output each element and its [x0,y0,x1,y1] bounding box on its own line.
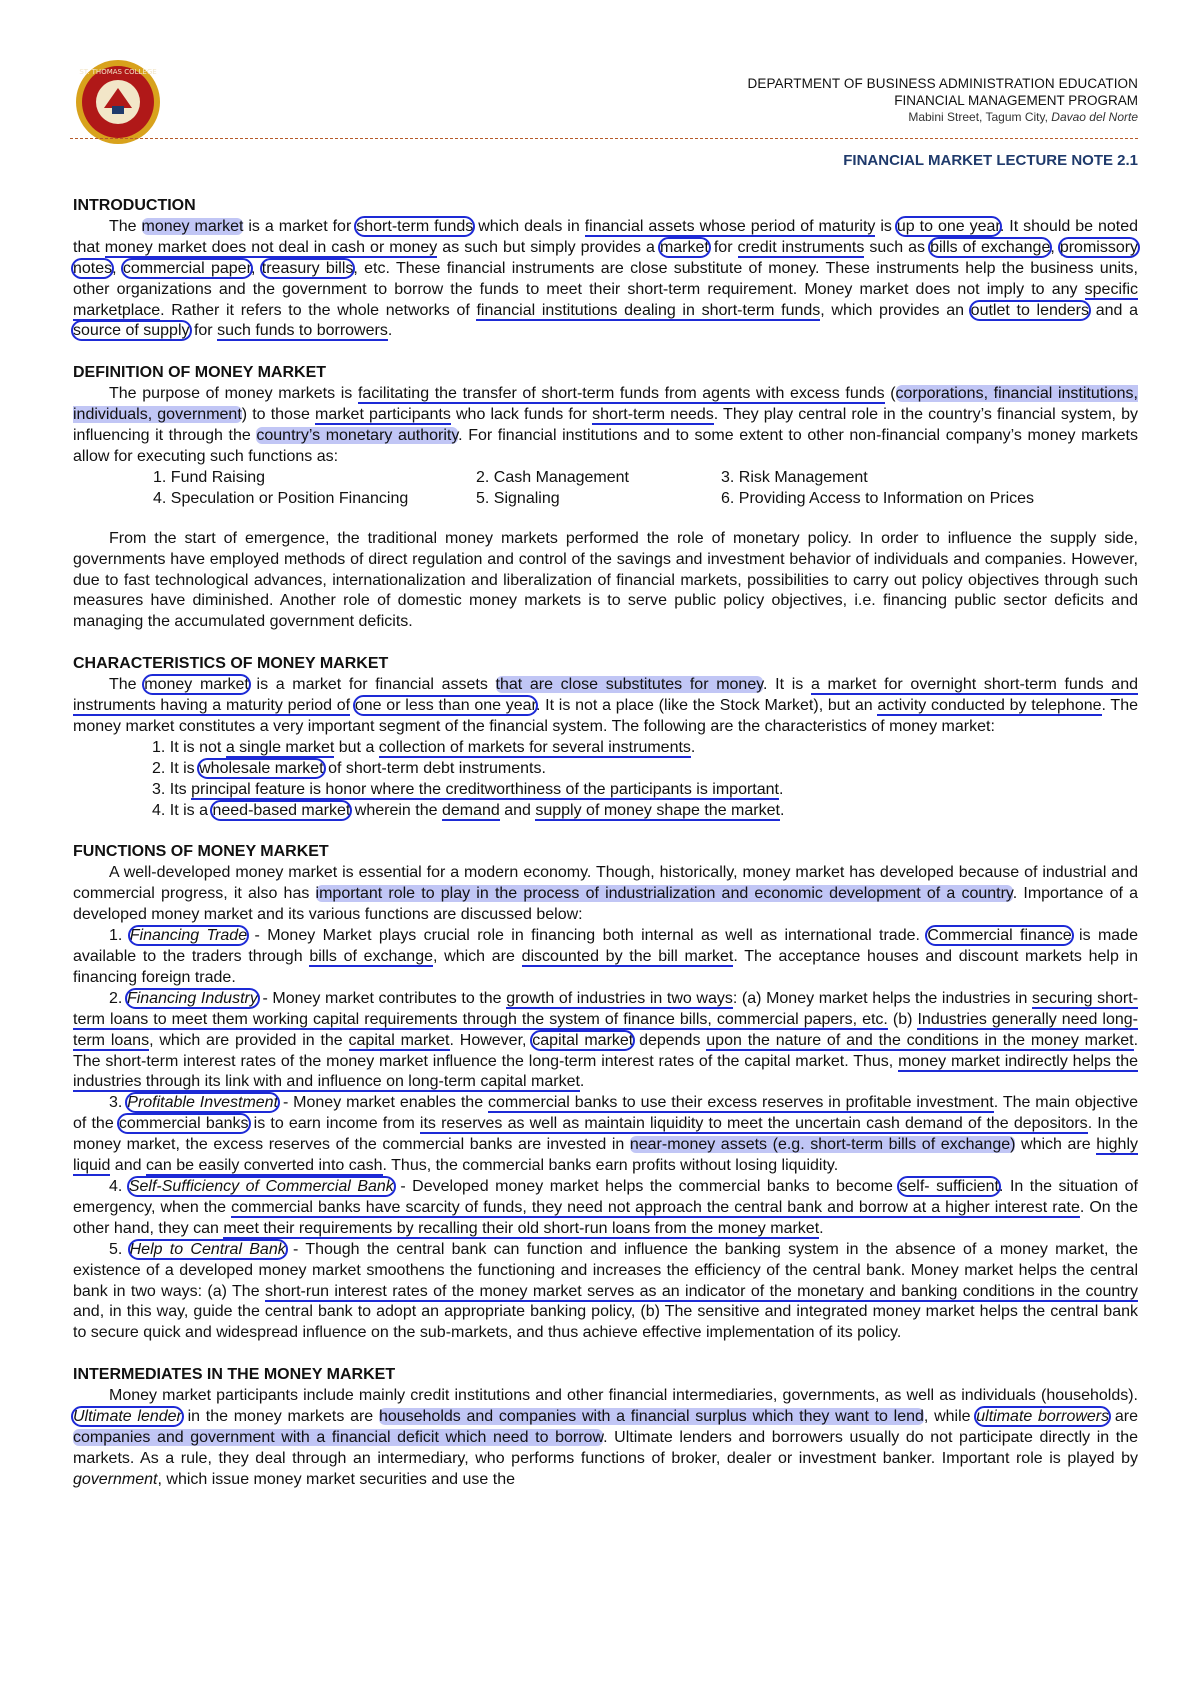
monetary-policy-paragraph: From the start of emergence, the traditional money markets performed the role of monetary policy. In order to influence the supply side, governments have employed methods of direct regulation and control of the savings and investment behavior of individuals and companies. However, due to fast technological advances, internationalization and liberalization of financial markets, possibilities to carry out policy objectives through such measures have diminished. Another role of domestic money markets is to serve public policy objectives, i.e. financing public sector deficits and managing the accumulated government deficits. [73,529,1138,631]
lecture-title: FINANCIAL MARKET LECTURE NOTE 2.1 [843,152,1138,169]
function-profitable-investment: 3. Profitable Investment - Money market enables the commercial banks to use their excess reserves in profitable investment. The main objective of the commercial banks is to earn income from its reserves as well as maintain liquidity to meet the uncertain cash demand of the depositors. In the money market, the excess reserves of the commercial banks are invested in near-money assets (e.g. short-term bills of exchange) which are highly liquid and can be easily converted into cash. Thus, the commercial banks earn profits without losing liquidity. [73,1094,1139,1175]
section-heading-introduction: INTRODUCTION [73,197,196,214]
department-name: DEPARTMENT OF BUSINESS ADMINISTRATION EDUCATION [747,76,1138,91]
function-help-central-bank: 5. Help to Central Bank - Though the central bank can function and influence the banking system in the absence of a money market, the existence of a developed money market smoothens the functioning and increases the efficiency of the central bank. Money market helps the central bank in two ways: (a) The short-run interest rates of the money market serves as an indicator of the monetary and banking conditions in the country and, in this way, guide the central bank to adopt an appropriate banking policy, (b) The sensitive and integrated money market helps the central bank to secure quick and widespread influence on the sub-markets, and thus achieve effective implementation of its policy. [73,1240,1139,1342]
functions-intro-paragraph: A well-developed money market is essential for a modern economy. Though, historically, money market has developed because of industrial and commercial progress, it also has important role to play in the process of industrialization and economic development of a country. Importance of a developed money market and its various functions are discussed below: [73,864,1139,924]
definition-paragraph: The purpose of money markets is facilitating the transfer of short-term funds from agents with excess funds (corporations, financial institutions, individuals, government) to those market participants who lack funds for short-term needs. They play central role in the country’s financial system, by influencing it through the country’s monetary authority. For financial institutions and to some extent to other non-financial company’s money markets allow for executing such functions as: [73,385,1139,465]
list-item: 2. Cash Management [476,468,629,486]
list-item: 1. It is not a single market but a collection of markets for several instruments. [152,738,696,756]
list-item: 6. Providing Access to Information on Prices [721,489,1035,507]
section-heading-characteristics: CHARACTERISTICS OF MONEY MARKET [73,655,389,673]
function-financing-trade: 1. Financing Trade - Money Market plays crucial role in financing both internal as well as international trade. Commercial finance is made available to the traders through bills of exchange, which are discounted by the bill market. The acceptance houses and discount markets help in financing foreign trade. [73,927,1139,986]
section-heading-functions: FUNCTIONS OF MONEY MARKET [73,843,329,861]
section-heading-definition: DEFINITION OF MONEY MARKET [73,364,327,382]
intermediates-paragraph: Money market participants include mainly credit institutions and other financial intermediaries, governments, as well as individuals (households). Ultimate lender in the money markets are households and companies with a financial surplus which they want to lend, while ultimate borrowers are companies and government with a financial deficit which need to borrow. Ultimate lenders and borrowers usually do not participate directly in the markets. As a rule, they deal through an intermediary, who performs functions of broker, dealer or investment banker. Important role is played by government, which issue money market securities and use the [73,1387,1139,1488]
list-item: 4. It is a need-based market wherein the demand and supply of money shape the market. [152,801,785,819]
lecture-body [73,196,1138,1491]
characteristics-paragraph: The money market is a market for financial assets that are close substitutes for money. It is a market for overnight short-term funds and instruments having a maturity period of one or less than one year. It is not a place (like the Stock Market), but an activity conducted by telephone. The money market constitutes a very important segment of the financial system. The following are the characteristics of money market: [73,676,1138,735]
program-name: FINANCIAL MANAGEMENT PROGRAM [894,93,1138,108]
list-item: 3. Risk Management [721,468,868,486]
list-item: 3. Its principal feature is honor where the creditworthiness of the participants is important. [152,780,784,798]
function-self-sufficiency: 4. Self-Sufficiency of Commercial Bank - Developed money market helps the commercial banks to become self- sufficient. In the situation of emergency, when the commercial banks have scarcity of funds, they need not approach the central bank and borrow at a higher interest rate. On the other hand, they can meet their requirements by recalling their old short-run loans from the money market. [73,1177,1139,1237]
section-heading-intermediates: INTERMEDIATES IN THE MONEY MARKET [73,1366,396,1384]
intro-paragraph: The money market is a market for short-term funds which deals in financial assets whose period of maturity is up to one year. It should be noted that money market does not deal in cash or money as such but simply provides a market for credit instruments such as bills of exchange, promissory notes, commercial paper, treasury bills, etc. These financial instruments are close substitute of money. These instruments help the business units, other organizations and the government to borrow the funds to meet their short-term requirement. Money market does not imply to any specific marketplace. Rather it refers to the whole networks of financial institutions dealing in short-term funds, which provides an outlet to lenders and a source of supply for such funds to borrowers. [73,217,1139,340]
characteristics-list [73,738,1138,822]
college-seal-logo [74,58,162,146]
function-financing-industry: 2. Financing Industry - Money market contributes to the growth of industries in two ways: (a) Money market helps the industries in securing short-term loans to meet them working capital requirements through the system of finance bills, commercial papers, etc. (b) Industries generally need long-term loans, which are provided in the capital market. However, capital market depends upon the nature of and the conditions in the money market. The short-term interest rates of the money market influence the long-term interest rates of the capital market. Thus, money market indirectly helps the industries through its link with and influence on long-term capital market. [73,989,1139,1091]
institution-header [748,75,1139,126]
svg-text:ST. THOMAS COLLEGE: ST. THOMAS COLLEGE [79,68,157,76]
header-divider [70,138,1138,139]
address: Mabini Street, Tagum City, Davao del Norte [908,110,1138,124]
money-market-functions-list [73,468,1138,510]
list-item: 4. Speculation or Position Financing [153,489,409,507]
list-item: 2. It is wholesale market of short-term debt instruments. [152,759,546,777]
list-item: 1. Fund Raising [153,468,266,486]
list-item: 5. Signaling [476,489,560,507]
